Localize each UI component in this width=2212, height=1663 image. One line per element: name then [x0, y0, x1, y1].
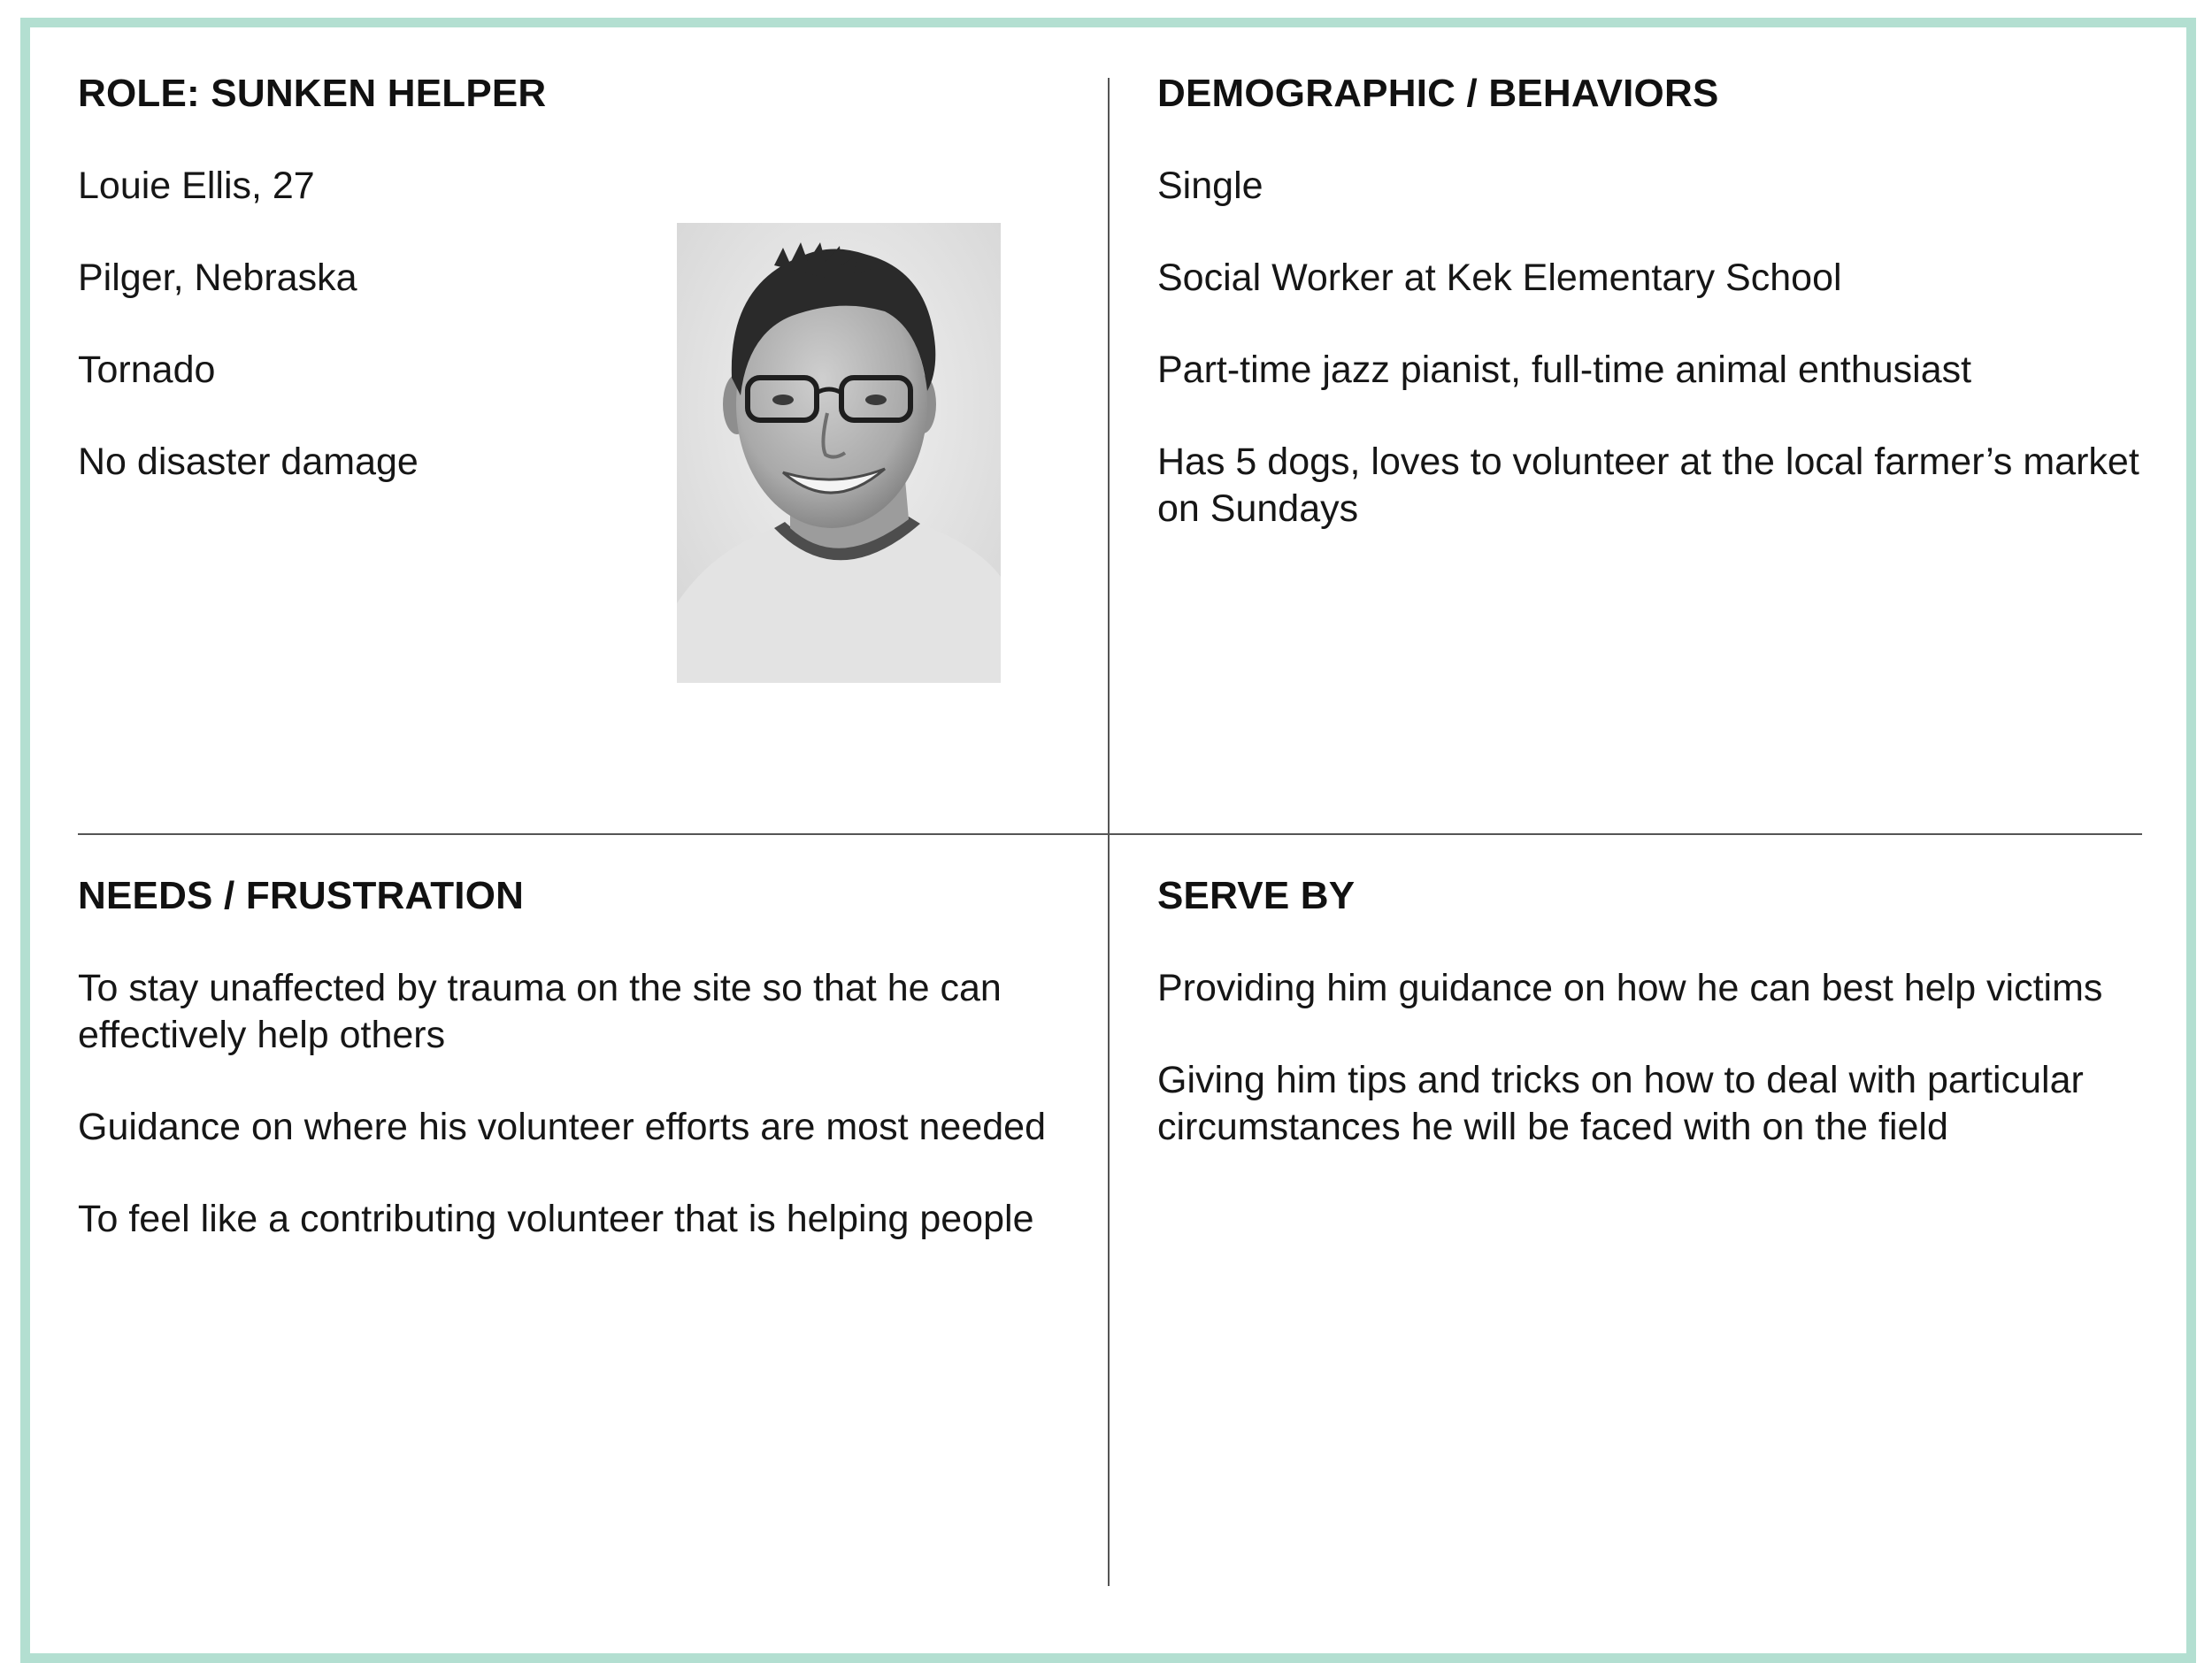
needs-item: To feel like a contributing volunteer that is helping people [78, 1198, 1034, 1240]
demographic-heading: DEMOGRAPHIC / BEHAVIORS [1157, 72, 1719, 115]
serve-section [1157, 871, 2184, 1151]
serve-heading: SERVE BY [1157, 874, 1356, 917]
persona-name-age: Louie Ellis, 27 [78, 165, 315, 207]
persona-disaster-type: Tornado [78, 349, 216, 391]
needs-item: To stay unaffected by trauma on the site so that he can effectively help others [78, 967, 1002, 1056]
demographic-item: Part-time jazz pianist, full-time animal enthusiast [1157, 349, 1972, 391]
serve-item: Giving him tips and tricks on how to deal with particular circumstances he will be faced with on the field [1157, 1059, 2084, 1148]
demographic-item: Social Worker at Kek Elementary School [1157, 257, 1842, 299]
needs-section [78, 871, 1087, 1243]
horizontal-divider [78, 833, 2142, 835]
demographic-section [1157, 69, 2157, 533]
demographic-item: Has 5 dogs, loves to volunteer at the local farmer’s market on Sundays [1157, 441, 2139, 530]
role-heading: ROLE: SUNKEN HELPER [78, 72, 547, 115]
needs-item: Guidance on where his volunteer efforts are most needed [78, 1106, 1046, 1148]
persona-location: Pilger, Nebraska [78, 257, 357, 299]
serve-item: Providing him guidance on how he can best help victims [1157, 967, 2103, 1009]
persona-portrait-photo [677, 223, 1001, 683]
persona-damage-status: No disaster damage [78, 441, 419, 483]
demographic-item: Single [1157, 165, 1263, 207]
vertical-divider [1108, 78, 1110, 1586]
needs-heading: NEEDS / FRUSTRATION [78, 874, 525, 917]
